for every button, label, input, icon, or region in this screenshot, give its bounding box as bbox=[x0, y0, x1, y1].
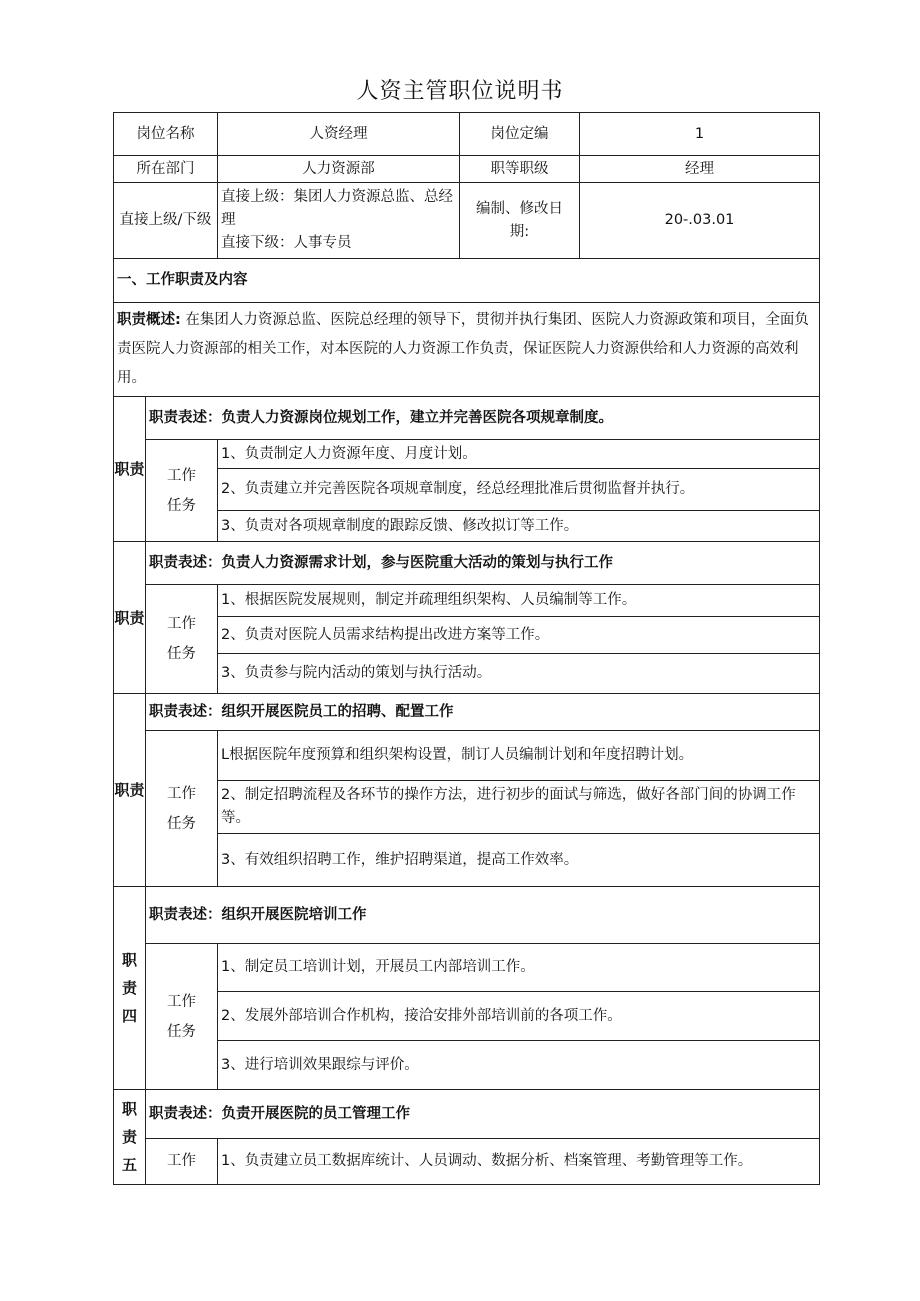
duty-4-label: 职责四 bbox=[114, 887, 146, 1090]
duty-1-statement: 职责表述：负责人力资源岗位规划工作，建立并完善医院各项规章制度。 bbox=[146, 397, 820, 440]
duty-5-statement: 职责表述：负责开展医院的员工管理工作 bbox=[146, 1090, 820, 1139]
reporting-label: 直接上级/下级 bbox=[114, 183, 218, 259]
duty-2-label: 职责 bbox=[114, 542, 146, 694]
duty-3-task-1: L根据医院年度预算和组织架构设置，制订人员编制计划和年度招聘计划。 bbox=[218, 731, 820, 781]
edit-date-value: 20-.03.01 bbox=[580, 183, 820, 259]
duty-5-task-1: 1、负责建立员工数据库统计、人员调动、数据分析、档案管理、考勤管理等工作。 bbox=[218, 1139, 820, 1185]
duty-2-task-1: 1、根据医院发展规则，制定并疏理组织架构、人员编制等工作。 bbox=[218, 585, 820, 617]
duty-4-statement: 职责表述：组织开展医院培训工作 bbox=[146, 887, 820, 944]
duty-3-task-label: 工作任务 bbox=[146, 731, 218, 887]
overview-text: 在集团人力资源总监、医院总经理的领导下，贯彻并执行集团、医院人力资源政策和项目，全面负责医院人力资源部的相关工作，对本医院的人力资源工作负责，保证医院人力资源供给和人力资源的高效利用。 bbox=[117, 312, 809, 386]
duty-4-task-2: 2、发展外部培训合作机构，接洽安排外部培训前的各项工作。 bbox=[218, 992, 820, 1041]
duty-1-label: 职责 bbox=[114, 397, 146, 542]
section-heading: 一、工作职责及内容 bbox=[114, 259, 820, 303]
duty-4-task-3: 3、进行培训效果跟综与评价。 bbox=[218, 1041, 820, 1090]
position-name-label: 岗位名称 bbox=[114, 113, 218, 156]
duty-5-task-label: 工作 bbox=[146, 1139, 218, 1185]
duty-3-task-3: 3、有效组织招聘工作，维护招聘渠道，提高工作效率。 bbox=[218, 834, 820, 887]
job-description-table bbox=[113, 112, 820, 1185]
department-value: 人力资源部 bbox=[218, 156, 460, 183]
duty-1-task-2: 2、负责建立并完善医院各项规章制度，经总经理批准后贯彻监督并执行。 bbox=[218, 469, 820, 511]
duty-2-task-label: 工作任务 bbox=[146, 585, 218, 694]
duty-1-task-1: 1、负责制定人力资源年度、月度计划。 bbox=[218, 440, 820, 469]
headcount-label: 岗位定编 bbox=[460, 113, 580, 156]
rank-value: 经理 bbox=[580, 156, 820, 183]
duty-3-label: 职责 bbox=[114, 694, 146, 887]
headcount-value: 1 bbox=[580, 113, 820, 156]
duty-2-task-3: 3、负责参与院内活动的策划与执行活动。 bbox=[218, 654, 820, 694]
department-label: 所在部门 bbox=[114, 156, 218, 183]
duty-4-task-label: 工作任务 bbox=[146, 944, 218, 1090]
duty-4-task-1: 1、制定员工培训计划，开展员工内部培训工作。 bbox=[218, 944, 820, 992]
duty-2-task-2: 2、负责对医院人员需求结构提出改进方案等工作。 bbox=[218, 617, 820, 654]
subordinate-text: 直接下级：人事专员 bbox=[221, 235, 352, 251]
reporting-lines bbox=[218, 183, 460, 259]
rank-label: 职等职级 bbox=[460, 156, 580, 183]
edit-date-label: 编制、修改日期: bbox=[460, 183, 580, 259]
document-title: 人资主管职位说明书 bbox=[356, 79, 564, 104]
superior-text: 直接上级：集团人力资源总监、总经理 bbox=[221, 189, 453, 228]
duty-2-statement: 职责表述：负责人力资源需求计划，参与医院重大活动的策划与执行工作 bbox=[146, 542, 820, 585]
overview-label: 职责概述: bbox=[117, 312, 181, 328]
duty-1-task-label: 工作任务 bbox=[146, 440, 218, 542]
duty-1-task-3: 3、负责对各项规章制度的跟踪反馈、修改拟订等工作。 bbox=[218, 511, 820, 542]
duty-overview bbox=[114, 303, 820, 397]
duty-3-task-2: 2、制定招聘流程及各环节的操作方法，进行初步的面试与筛选，做好各部门间的协调工作等。 bbox=[218, 781, 820, 834]
duty-3-statement: 职责表述：组织开展医院员工的招聘、配置工作 bbox=[146, 694, 820, 731]
position-name-value: 人资经理 bbox=[218, 113, 460, 156]
duty-5-label: 职责五 bbox=[114, 1090, 146, 1185]
